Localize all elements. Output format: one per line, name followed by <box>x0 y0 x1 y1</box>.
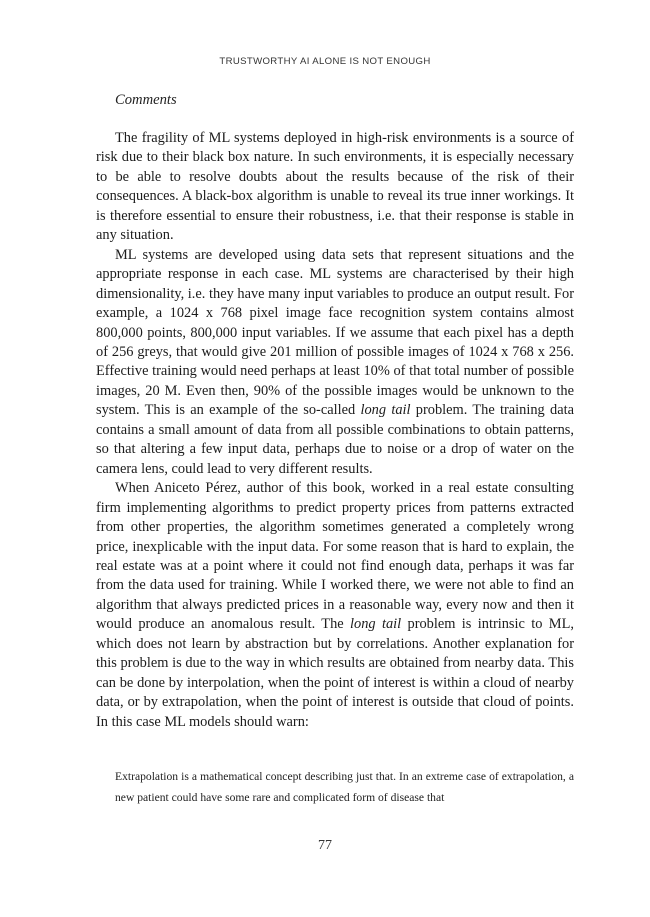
emphasis-text: long tail <box>360 402 411 419</box>
body-text <box>96 129 574 732</box>
text-run: The fragility of ML systems deployed in high-risk environments is a source of risk due to their black box nature. In such environments, it is especially necessary to be able to resolve doubts about the results because of the risk of their consequences. A black-box algorithm is unable to reveal its true inner workings. It is therefore essential to ensure their robustness, i.e. that their response is stable in any situation. <box>96 130 574 244</box>
section-title: Comments <box>115 92 177 108</box>
paragraph <box>96 479 574 732</box>
paragraph <box>96 246 574 479</box>
text-run: When Aniceto Pérez, author of this book, worked in a real estate consulting firm implementing algorithms to predict property prices from patterns extracted from other properties, the algorithm sometimes generated a completely wrong price, inexplicable with the input data. For some reason that is hard to explain, the real estate was at a point where it could not find enough data, perhaps it was far from the data used for training. While I worked there, we were not able to find an algorithm that always predicted prices in a reasonable way, every now and then it would produce an anomalous result. The <box>96 480 574 633</box>
text-run: ML systems are developed using data sets that represent situations and the appropriate response in each case. ML systems are characterised by their high dimensionality, i.e. they have many input variables to produce an output result. For example, a 1024 x 768 pixel image face recognition system contains almost 800,000 points, 800,000 input variables. If we assume that each pixel has a depth of 256 greys, that would give 201 million of possible images of 1024 x 768 x 256. Effective training would need perhaps at least 10% of that total number of possible images, 20 M. Even then, 90% of the possible images would be unknown to the system. This is an example of the so-called <box>96 246 574 419</box>
text-run: problem is intrinsic to ML, which does not learn by abstraction but by correlations. Another explanation for this problem is due to the way in which results are obtained from nearby data. This can be done by interpolation, when the point of interest is within a cloud of nearby data, or by extrapolation, when the point of interest is outside that cloud of points. In this case ML models should warn: <box>96 616 574 730</box>
emphasis-text: long tail <box>350 616 402 633</box>
block-quote <box>115 767 574 808</box>
page-number: 77 <box>318 838 332 853</box>
quote-text: Extrapolation is a mathematical concept describing just that. In an extreme case of extrapolation, a new patient could have some rare and complicated form of disease that <box>115 770 574 804</box>
text-run: problem. The training data contains a small amount of data from all possible combinations to obtain patterns, so that altering a few input data, perhaps due to noise or a drop of water on the camera lens, could lead to very different results. <box>96 402 574 477</box>
running-head: TRUSTWORTHY AI ALONE IS NOT ENOUGH <box>219 56 431 67</box>
paragraph <box>96 129 574 246</box>
